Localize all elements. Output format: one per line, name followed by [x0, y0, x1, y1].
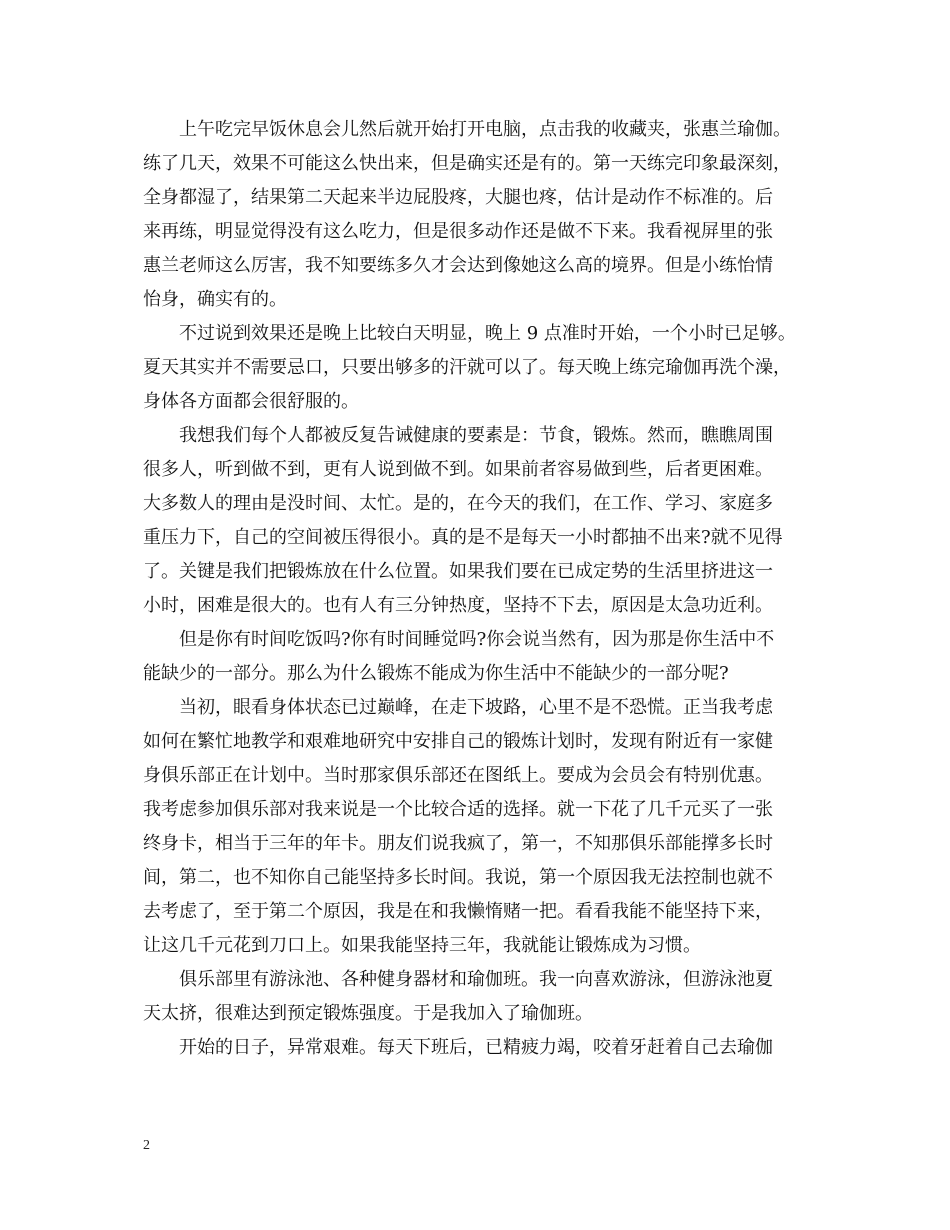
paragraph-line: 让这几千元花到刀口上。如果我能坚持三年，我就能让锻炼成为习惯。: [143, 935, 701, 956]
paragraph-first-line: 不过说到效果还是晚上比较白天明显，晚上 9 点准时开始，一个小时已足够。: [179, 323, 796, 344]
paragraph-line: 来再练，明显觉得没有这么吃力，但是很多动作还是做不下来。我看视屏里的张: [143, 221, 773, 242]
paragraph-line: 大多数人的理由是没时间、太忙。是的，在今天的我们，在工作、学习、家庭多: [143, 493, 773, 514]
paragraph-line: 如何在繁忙地教学和艰难地研究中安排自己的锻炼计划时，发现有附近有一家健: [143, 731, 773, 752]
paragraph-line: 间，第二，也不知你自己能坚持多长时间。我说，第一个原因我无法控制也就不: [143, 867, 773, 888]
paragraph-line: 身俱乐部正在计划中。当时那家俱乐部还在图纸上。要成为会员会有特别优惠。: [143, 765, 773, 786]
paragraph-first-line: 开始的日子，异常艰难。每天下班后，已精疲力竭，咬着牙赶着自己去瑜伽: [179, 1037, 773, 1058]
paragraph-line: 很多人，听到做不到，更有人说到做不到。如果前者容易做到些，后者更困难。: [143, 459, 773, 480]
paragraph-line: 惠兰老师这么厉害，我不知要练多久才会达到像她这么高的境界。但是小练怡情: [143, 255, 773, 276]
page-number: 2: [143, 1138, 150, 1153]
paragraph-line: 身体各方面都会很舒服的。: [143, 391, 359, 412]
paragraph-line: 天太挤，很难达到预定锻炼强度。于是我加入了瑜伽班。: [143, 1003, 593, 1024]
paragraph-first-line: 俱乐部里有游泳池、各种健身器材和瑜伽班。我一向喜欢游泳，但游泳池夏: [179, 969, 773, 990]
paragraph-first-line: 我想我们每个人都被反复告诫健康的要素是：节食，锻炼。然而，瞧瞧周围: [179, 425, 773, 446]
paragraph-line: 全身都湿了，结果第二天起来半边屁股疼，大腿也疼，估计是动作不标准的。后: [143, 187, 773, 208]
paragraph-first-line: 上午吃完早饭休息会儿然后就开始打开电脑，点击我的收藏夹，张惠兰瑜伽。: [179, 119, 791, 140]
paragraph-line: 了。关键是我们把锻炼放在什么位置。如果我们要在已成定势的生活里挤进这一: [143, 561, 773, 582]
paragraph-line: 小时，困难是很大的。也有人有三分钟热度，坚持不下去，原因是太急功近利。: [143, 595, 773, 616]
paragraph-line: 重压力下，自己的空间被压得很小。真的是不是每天一小时都抽不出来?就不见得: [143, 527, 783, 548]
paragraph-line: 去考虑了，至于第二个原因，我是在和我懒惰赌一把。看看我能不能坚持下来，: [143, 901, 773, 922]
paragraph-first-line: 当初，眼看身体状态已过巅峰，在走下坡路，心里不是不恐慌。正当我考虑: [179, 697, 773, 718]
paragraph-line: 练了几天，效果不可能这么快出来，但是确实还是有的。第一天练完印象最深刻，: [143, 153, 791, 174]
paragraph-first-line: 但是你有时间吃饭吗?你有时间睡觉吗?你会说当然有，因为那是你生活中不: [179, 629, 775, 650]
document-body: [143, 113, 813, 1065]
paragraph-line: 能缺少的一部分。那么为什么锻炼不能成为你生活中不能缺少的一部分呢?: [143, 663, 729, 684]
paragraph-line: 夏天其实并不需要忌口，只要出够多的汗就可以了。每天晚上练完瑜伽再洗个澡，: [143, 357, 791, 378]
paragraph-line: 我考虑参加俱乐部对我来说是一个比较合适的选择。就一下花了几千元买了一张: [143, 799, 773, 820]
paragraph-line: 怡身，确实有的。: [143, 289, 287, 310]
paragraph-line: 终身卡，相当于三年的年卡。朋友们说我疯了，第一，不知那俱乐部能撑多长时: [143, 833, 773, 854]
